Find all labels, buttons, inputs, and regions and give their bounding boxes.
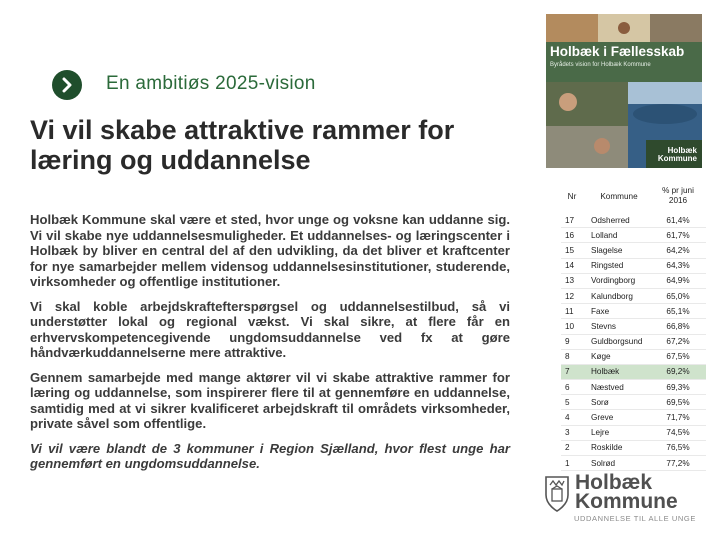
cell-pct: 65,0% [666, 291, 690, 301]
cell-nr: 3 [565, 428, 570, 438]
logo-text [575, 473, 678, 511]
cell-nr: 17 [565, 215, 575, 225]
cell-nr: 8 [565, 352, 570, 362]
table-row [561, 319, 706, 334]
paragraph-4: Vi vil være blandt de 3 kommuner i Region Sjælland, hvor flest unge har gennemført en ungdomsuddannelse. [30, 440, 510, 471]
cell-kommune: Solrød [591, 458, 616, 468]
vision-badge [52, 70, 82, 100]
cell-pct: 71,7% [666, 413, 690, 423]
cover-subtitle: Byrådets vision for Holbæk Kommune [550, 62, 651, 68]
cell-kommune: Odsherred [591, 215, 630, 225]
cell-pct: 61,4% [666, 215, 690, 225]
cell-kommune: Kalundborg [591, 291, 633, 301]
table-row [561, 228, 706, 243]
table-row [561, 410, 706, 425]
chevron-right-icon [59, 77, 75, 93]
table-body [561, 213, 706, 471]
cover-photo-collage [546, 14, 702, 168]
cell-kommune: Køge [591, 352, 611, 362]
cell-nr: 2 [565, 443, 570, 453]
table-row [561, 274, 706, 289]
paragraph-1: Holbæk Kommune skal være et sted, hvor unge og voksne kan uddanne sig. Vi vil skabe nye uddannelsesmuligheder. Et uddannelses- og læringscenter i Holbæk by bliver en central del af den udvikling, da det bliver et kraftcenter for nye samarbejder mellem vidensog uddannelsesinstitutioner, studerende, virksomheder og offentlige institutioner. [30, 212, 510, 289]
table-row [561, 259, 706, 274]
cell-pct: 69,3% [666, 382, 690, 392]
table-row [561, 304, 706, 319]
cell-kommune: Vordingborg [591, 276, 636, 286]
cell-pct: 64,2% [666, 245, 690, 255]
cell-kommune: Slagelse [591, 245, 623, 255]
cell-nr: 4 [565, 413, 570, 423]
cell-nr: 14 [565, 261, 575, 271]
cell-kommune: Ringsted [591, 261, 624, 271]
cell-kommune: Faxe [591, 306, 610, 316]
cell-pct: 77,2% [666, 458, 690, 468]
cell-kommune: Holbæk [591, 367, 620, 377]
cell-pct: 76,5% [666, 443, 690, 453]
cell-nr: 9 [565, 337, 570, 347]
cell-nr: 10 [565, 321, 575, 331]
table-row [561, 426, 706, 441]
cell-nr: 5 [565, 397, 570, 407]
vision-label: En ambitiøs 2025-vision [106, 73, 316, 94]
cell-pct: 64,3% [666, 261, 690, 271]
table-row [561, 365, 706, 380]
header-kommune: Kommune [600, 191, 638, 201]
table-row [561, 395, 706, 410]
table-row [561, 350, 706, 365]
table-row [561, 335, 706, 350]
cell-kommune: Lejre [591, 428, 610, 438]
cell-nr: 13 [565, 276, 575, 286]
paragraph-3: Gennem samarbejde med mange aktører vil vi skabe attraktive rammer for læring og uddannelse, som inspirerer flere til at gennemføre en uddannelse, samtidig med at vi sikrer kvalificeret arbejdskraft til områdets virksomheder, private såvel som offentlige. [30, 369, 510, 431]
header-nr: Nr [567, 191, 577, 201]
cover-title: Holbæk i Fællesskab [550, 44, 685, 59]
cell-nr: 12 [565, 291, 575, 301]
cell-pct: 64,9% [666, 276, 690, 286]
cell-kommune: Sorø [591, 397, 609, 407]
cell-kommune: Greve [591, 413, 614, 423]
cell-nr: 16 [565, 230, 575, 240]
cell-pct: 74,5% [666, 428, 690, 438]
cell-kommune: Roskilde [591, 443, 623, 453]
cell-pct: 66,8% [666, 321, 690, 331]
cover-logo-line2: Kommune [657, 154, 697, 163]
cell-pct: 67,2% [666, 337, 690, 347]
logo-line2: Kommune [575, 490, 678, 513]
header-pct: % pr juni 2016 [662, 186, 694, 205]
coat-of-arms-icon [543, 473, 571, 515]
table-row [561, 243, 706, 258]
table-row [561, 289, 706, 304]
vision-cover-image [546, 14, 702, 168]
cell-kommune: Guldborgsund [591, 337, 643, 347]
table-header [561, 179, 706, 213]
cell-nr: 6 [565, 382, 570, 392]
cell-kommune: Stevns [591, 321, 617, 331]
cell-nr: 15 [565, 245, 575, 255]
table-row [561, 441, 706, 456]
cell-nr: 1 [565, 458, 570, 468]
cell-nr: 11 [565, 306, 574, 316]
body-text [30, 212, 510, 481]
paragraph-2: Vi skal koble arbejdskraftefterspørgsel og uddannelsestilbud, så vi understøtter lokal og regional vækst. Vi skal sikre, at flere får en erhvervskompetencegivende ungdomsuddannelse ved fx at gøre håndværkuddannelserne mere attraktive. [30, 298, 510, 360]
table-row [561, 380, 706, 395]
cell-kommune: Lolland [591, 230, 618, 240]
cell-pct: 65,1% [666, 306, 690, 316]
cover-logo-line1: Holbæk [667, 146, 697, 155]
logo-tagline: UDDANNELSE TIL ALLE UNGE [574, 514, 696, 523]
cell-kommune: Næstved [591, 382, 624, 392]
page-title: Vi vil skabe attraktive rammer for læring og uddannelse [30, 115, 455, 175]
cell-nr: 7 [565, 367, 570, 377]
table-row [561, 456, 706, 471]
cover-logo [658, 147, 697, 163]
ranking-table [561, 179, 706, 471]
cell-pct: 69,5% [666, 397, 690, 407]
table-row [561, 213, 706, 228]
logo-line1: Holbæk [575, 471, 653, 494]
cell-pct: 69,2% [666, 367, 690, 377]
cell-pct: 61,7% [666, 230, 690, 240]
cell-pct: 67,5% [666, 352, 690, 362]
